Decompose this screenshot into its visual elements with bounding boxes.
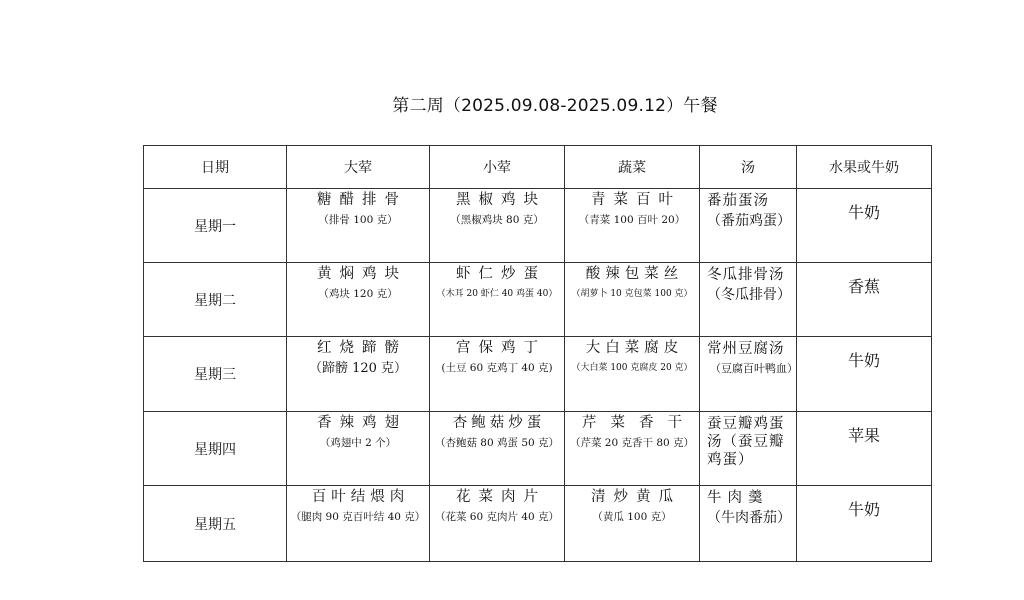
lunch-menu-table — [143, 145, 932, 562]
dish-ingredients: （杏鲍菇 80 鸡蛋 50 克） — [434, 437, 560, 449]
soup-name: 冬瓜排骨汤 — [707, 267, 785, 283]
small-meat-cell — [430, 189, 565, 263]
small-meat-cell — [430, 412, 565, 486]
vegetable-cell — [565, 263, 700, 337]
big-meat-cell — [287, 486, 430, 562]
dish-name: 黑椒鸡块 — [456, 192, 546, 208]
dish-name: 百叶结煨肉 — [311, 489, 410, 505]
soup-cell — [700, 337, 797, 412]
day-cell: 星期一 — [144, 189, 287, 263]
table-row — [144, 412, 932, 486]
dish-name: 青菜百叶 — [591, 192, 681, 208]
soup-name: 蚕豆瓣鸡蛋汤（蚕豆瓣鸡蛋） — [707, 416, 785, 468]
dish-ingredients: （大白菜 100 克腐皮 20 克） — [571, 363, 693, 373]
header-small-meat: 小荤 — [430, 146, 565, 189]
dish-ingredients: （青菜 100 百叶 20） — [578, 214, 686, 226]
dish-name: 大白菜腐皮 — [585, 340, 684, 356]
soup-cell — [700, 412, 797, 486]
dish-name: 清炒黄瓜 — [591, 489, 681, 505]
fruit-cell: 牛奶 — [797, 189, 932, 263]
dish-ingredients: （芹菜 20 克香干 80 克） — [569, 437, 695, 449]
dish-ingredients: （胡萝卜 10 克包菜 100 克） — [571, 289, 693, 299]
soup-ingredients: （牛肉番茄） — [707, 510, 791, 526]
fruit-cell: 牛奶 — [797, 486, 932, 562]
vegetable-cell — [565, 337, 700, 412]
table-row — [144, 263, 932, 337]
dish-ingredients: （排骨 100 克） — [318, 214, 398, 226]
dish-ingredients: （蹄髈 120 克） — [308, 361, 408, 376]
header-row — [144, 146, 932, 189]
small-meat-cell — [430, 486, 565, 562]
header-big-meat: 大荤 — [287, 146, 430, 189]
soup-ingredients: （番茄鸡蛋） — [707, 213, 791, 229]
dish-name: 香辣鸡翅 — [317, 415, 407, 431]
soup-ingredients: （冬瓜排骨） — [707, 287, 791, 303]
day-cell: 星期五 — [144, 486, 287, 562]
soup-name: 常州豆腐汤 — [707, 341, 785, 357]
dish-name: 糖醋排骨 — [317, 192, 407, 208]
soup-cell — [700, 486, 797, 562]
dish-ingredients: （木耳 20 虾仁 40 鸡蛋 40） — [436, 289, 558, 299]
vegetable-cell — [565, 486, 700, 562]
day-cell: 星期二 — [144, 263, 287, 337]
soup-ingredients: （豆腐百叶鸭血） — [710, 362, 798, 375]
soup-name: 牛肉羹 — [707, 490, 769, 506]
big-meat-cell — [287, 412, 430, 486]
fruit-cell: 苹果 — [797, 412, 932, 486]
soup-cell — [700, 189, 797, 263]
header-date: 日期 — [144, 146, 287, 189]
table-row — [144, 337, 932, 412]
soup-cell — [700, 263, 797, 337]
dish-name: 红烧蹄髈 — [317, 340, 407, 356]
dish-name: 宫保鸡丁 — [456, 340, 546, 356]
page-title: 第二周（2025.09.08-2025.09.12）午餐 — [392, 96, 718, 116]
table-row — [144, 189, 932, 263]
dish-ingredients: （鸡块 120 克） — [318, 288, 398, 300]
header-soup: 汤 — [700, 146, 797, 189]
day-cell: 星期四 — [144, 412, 287, 486]
vegetable-cell — [565, 412, 700, 486]
dish-name: 花菜肉片 — [456, 489, 546, 505]
big-meat-cell — [287, 189, 430, 263]
small-meat-cell — [430, 337, 565, 412]
table-row — [144, 486, 932, 562]
dish-name: 芹菜香干 — [582, 415, 696, 431]
dish-ingredients: (土豆 60 克鸡丁 40 克) — [441, 362, 553, 374]
header-fruit-or-milk: 水果或牛奶 — [797, 146, 932, 189]
fruit-cell: 牛奶 — [797, 337, 932, 412]
big-meat-cell — [287, 337, 430, 412]
big-meat-cell — [287, 263, 430, 337]
day-cell: 星期三 — [144, 337, 287, 412]
dish-ingredients: （腿肉 90 克百叶结 40 克） — [290, 511, 426, 523]
dish-name: 酸辣包菜丝 — [585, 266, 684, 282]
dish-name: 虾仁炒蛋 — [456, 266, 546, 282]
small-meat-cell — [430, 263, 565, 337]
dish-ingredients: （鸡翅中 2 个） — [319, 437, 397, 449]
fruit-cell: 香蕉 — [797, 263, 932, 337]
dish-ingredients: （花菜 60 克肉片 40 克） — [434, 511, 560, 523]
soup-name: 番茄蛋汤 — [707, 193, 769, 209]
dish-name: 黄焖鸡块 — [317, 266, 407, 282]
vegetable-cell — [565, 189, 700, 263]
header-vegetable: 蔬菜 — [565, 146, 700, 189]
dish-ingredients: （黑椒鸡块 80 克） — [450, 214, 544, 226]
dish-ingredients: （黄瓜 100 克） — [592, 511, 672, 523]
dish-name: 杏鲍菇炒蛋 — [452, 415, 546, 431]
